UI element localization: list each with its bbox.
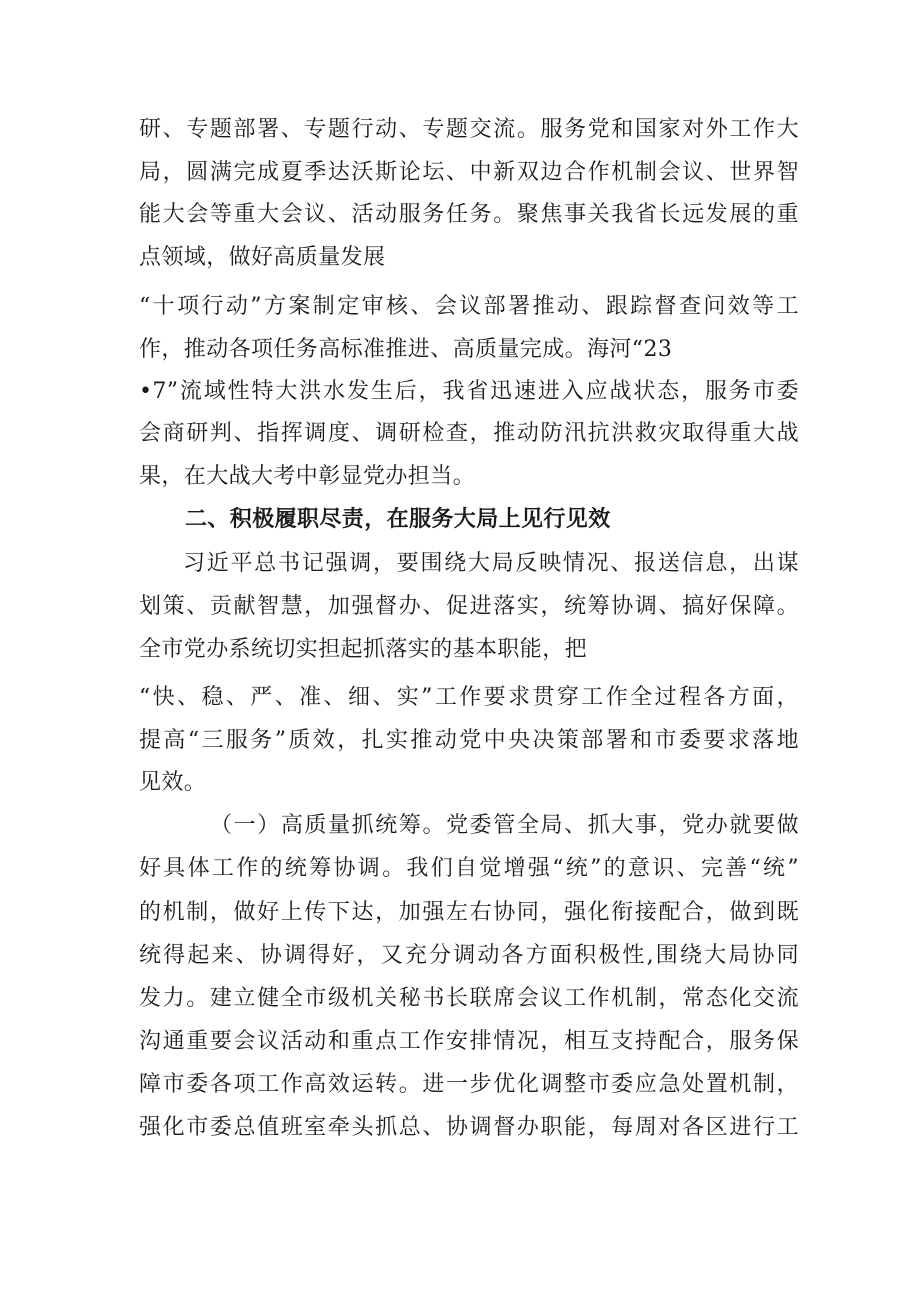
body-text-line: “快、稳、严、准、细、实”工作要求贯穿工作全过程各方面，: [139, 685, 799, 710]
body-text-line: 沟通重要会议活动和重点工作安排情况，相互支持配合，服务保: [139, 1029, 799, 1054]
body-text-line: 研、专题部署、专题行动、专题交流。服务党和国家对外工作大: [139, 117, 799, 142]
body-text-line: （一）高质量抓统筹。党委管全局、抓大事，党办就要做: [210, 813, 799, 838]
body-text-line: 局，圆满完成夏季达沃斯论坛、中新双边合作机制会议、世界智: [139, 160, 799, 185]
body-text-line: 果，在大战大考中彰显党办担当。: [139, 464, 476, 489]
body-text-line: 划策、贡献智慧，加强督办、促进落实，统筹协调、搞好保障。: [139, 594, 799, 619]
body-text-line: 统得起来、协调得好，又充分调动各方面积极性,围绕大局协同: [139, 943, 799, 968]
body-text-line: 发力。建立健全市级机关秘书长联席会议工作机制，常态化交流: [139, 986, 799, 1011]
body-text-line: 作，推动各项任务高标准推进、高质量完成。海河“23: [139, 337, 673, 362]
body-text-line: 能大会等重大会议、活动服务任务。聚焦事关我省长远发展的重: [139, 202, 799, 227]
body-text-line: 习近平总书记强调，要围绕大局反映情况、报送信息，出谋: [183, 551, 799, 576]
section-heading: 二、积极履职尽责，在服务大局上见行见效: [185, 507, 611, 532]
body-text-line: 好具体工作的统筹协调。我们自觉增强“统”的意识、完善“统”: [139, 856, 799, 881]
body-text-line: 会商研判、指挥调度、调研检查，推动防汛抗洪救灾取得重大战: [139, 421, 799, 446]
body-text-line: 提高“三服务”质效，扎实推动党中央决策部署和市委要求落地: [139, 728, 799, 753]
body-text-line: 障市委各项工作高效运转。进一步优化调整市委应急处置机制，: [139, 1072, 799, 1097]
body-text-line: 强化市委总值班室牵头抓总、协调督办职能，每周对各区进行工: [139, 1115, 799, 1140]
body-text-line: 全市党办系统切实担起抓落实的基本职能，把: [139, 637, 588, 662]
body-text-line: “十项行动”方案制定审核、会议部署推动、跟踪督查问效等工: [139, 294, 799, 319]
body-text-line: 点领域，做好高质量发展: [139, 245, 386, 270]
body-text-line: 见效。: [139, 770, 207, 795]
body-text-line: 的机制，做好上传下达，加强左右协同，强化衔接配合，做到既: [139, 900, 799, 925]
body-text-line: •7”流域性特大洪水发生后，我省迅速进入应战状态，服务市委: [139, 379, 799, 404]
